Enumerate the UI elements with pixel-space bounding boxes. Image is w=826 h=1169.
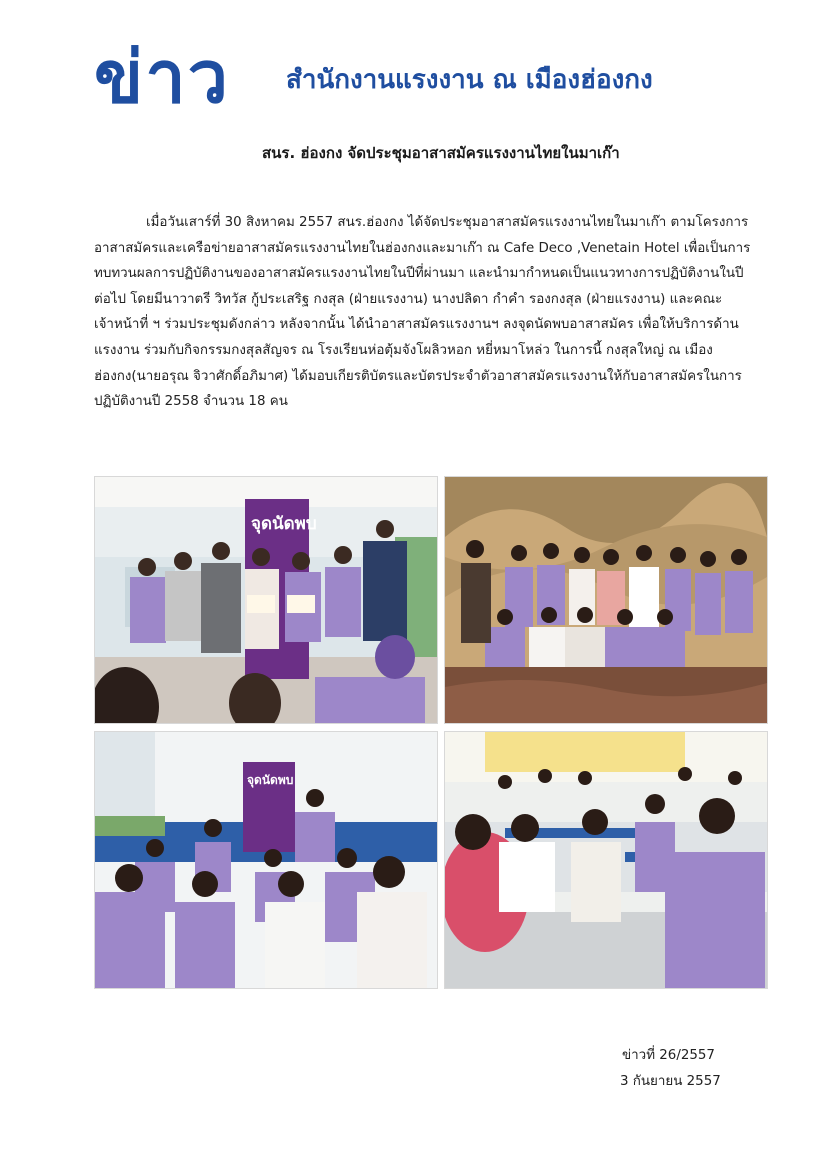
news-number: ข่าวที่ 26/2557	[622, 1048, 715, 1063]
body-line: เจ้าหน้าที่ ฯ ร่วมประชุมดังกล่าว หลังจากนั้น ได้นำอาสาสมัครแรงงานฯ ลงจุดนัดพบอาสาสมัคร เพื่อให้บริการด้าน	[94, 317, 739, 333]
body-line: ต่อไป โดยมีนาวาตรี วิทวัส กู้ประเสริฐ กงสุล (ฝ่ายแรงงาน) นางปลิดา กำคำ รองกงสุล (ฝ่ายแรงงาน) และคณะ	[94, 291, 723, 307]
masthead-office: สำนักงานแรงงาน ณ เมืองฮ่องกง	[286, 65, 653, 95]
photo-group-mural	[444, 476, 768, 724]
banner-text: จุดนัดพบ	[247, 773, 294, 787]
body-line: อาสาสมัครและเครือข่ายอาสาสมัครแรงงานไทยในฮ่องกงและมาเก๊า ณ Cafe Deco ,Venetain Hotel เพื่อเป็นการ	[94, 240, 751, 256]
body-line: ปฏิบัติงานปี 2558 จำนวน 18 คน	[94, 394, 288, 410]
photo-certificate-ceremony	[94, 476, 438, 724]
body-line: แรงงาน ร่วมกับกิจกรรมกงสุลสัญจร ณ โรงเรียนห่อตุ้มจังโผลิวหอก หยี่หมาโหล่ว ในการนี้ กงสุลใหญ่ ณ เมือง	[94, 342, 713, 358]
photo-group-seated	[94, 731, 438, 989]
body-line: ทบทวนผลการปฏิบัติงานของอาสาสมัครแรงงานไทยในปีที่ผ่านมา และนำมากำหนดเป็นแนวทางการปฏิบัติงานในปี	[94, 266, 744, 282]
masthead-word: ข่าว	[94, 35, 231, 119]
headline: สนร. ฮ่องกง จัดประชุมอาสาสมัครแรงงานไทยในมาเก๊า	[262, 144, 620, 162]
article-body	[94, 210, 774, 415]
banner-text: จุดนัดพบ	[251, 514, 317, 534]
news-date: 3 กันยายน 2557	[620, 1074, 721, 1089]
body-line: ฮ่องกง(นายอรุณ จิวาศักดิ์อภิมาศ) ได้มอบเกียรติบัตรและบัตรประจำตัวอาสาสมัครแรงงานให้กับอาสาสมัครในการ	[94, 368, 742, 384]
photo-tables-service	[444, 731, 768, 989]
body-line: เมื่อวันเสาร์ที่ 30 สิงหาคม 2557 สนร.ฮ่องกง ได้จัดประชุมอาสาสมัครแรงงานไทยในมาเก๊า ตามโครงการ	[146, 215, 749, 230]
